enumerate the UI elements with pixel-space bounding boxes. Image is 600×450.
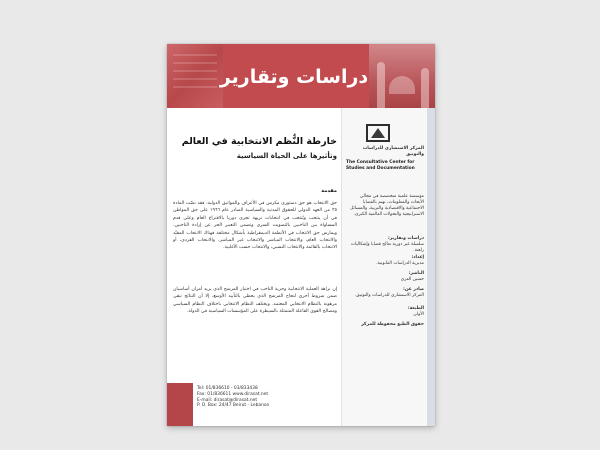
header-banner [167, 44, 435, 108]
credit-line: دراسات وتقارير: [387, 236, 424, 241]
banner-title: دراسات وتقارير [219, 66, 369, 88]
org-name-english: The Consultative Center for Studies and Documentation [346, 160, 415, 171]
credit-line: إعداد: [411, 255, 424, 260]
credit-line: سلسلة غير دورية تعالج قضايا وإشكاليات راهنة. [350, 242, 424, 253]
article-subtitle: وتأثيرها على الحياة السياسية [236, 152, 337, 160]
paragraph: حق الانتخاب هو حق دستوري مكرس في الأعراف والمواثيق الدولية، فقد نصّت المادة ٢٥ من العهد الدولي للحقوق المدنية والسياسية الصادر عام ١٩٦٦ على حق المواطن في أن ينتخب ويُنتخب في انتخابات نزيهة تجري دوريا بالاقتراع العام وعلى قدم المساواة بين الناخبين بالتصويت السري وتضمن التعبير الحر عن إرادة الناخبين. ويمارس حق الانتخاب في الأنظمة الديمقراطية بأشكال مختلفة فهناك الانتخاب المقيّد والانتخاب العام، والانتخاب المباشر والانتخاب غير المباشر، والانتخاب الفردي، أو الانتخاب بالقائمة والانتخاب النسبي، والانتخاب حسب الأغلبية. [173, 201, 338, 251]
article-body [173, 108, 337, 426]
contact-line: Fax: 01/836611 www.dirasat.net [197, 391, 269, 397]
credit-line: صادر عن: [403, 287, 424, 292]
credit-line: حقوق الطبع محفوظة للمركز [361, 322, 424, 327]
org-description: مؤسسة علمية متخصصة في مجالي الأبحاث والمعلومات، تهتم بالقضايا الاجتماعية والاقتصادية والتربية، والمسائل الاستراتيجية والتحولات العالمية الكبرى. [350, 194, 424, 217]
credit-line: الأولى [413, 312, 424, 317]
banner-building-image [369, 44, 435, 108]
contact-block [197, 386, 307, 409]
contact-line: Tel: 01/836610 - 03/833438 [197, 386, 258, 391]
footer-accent-bar [167, 383, 193, 426]
banner-left-decoration [167, 44, 223, 108]
sidebar [341, 108, 428, 426]
document-page [167, 44, 435, 426]
sidebar-edge-strip [427, 108, 435, 426]
credit-line: الناشر: [408, 271, 424, 276]
credit-line: الطبعة: [407, 306, 424, 311]
contact-line: E-mail: dirasat@dirasat.net [197, 397, 258, 403]
contact-line: P. O. Box: 24/47 Beirut - Lebanon [197, 403, 270, 409]
center-logo-icon [366, 124, 390, 142]
article-title: خارطة النُّظم الانتخابية في العالم [181, 136, 337, 147]
paragraph: إن نزاهة العملية الانتخابية وحرية الناخب في اختيار المرشح الذي يريد أمران أساسيان ضمن شروط أخرى لنجاح المرشح الذي يحظى بالتأييد الأوسع، إلا أن النتائج تبقى مرهونة بالنظام الانتخابي المعتمد. ويختلف النظام الانتخابي باختلاف النظام السياسي ومصالح القوى الفاعلة المتمثلة بالسيطرة على المؤسسات السياسية في الدولة. [173, 287, 337, 315]
credit-line: مديرية الدراسات القانونية. [376, 261, 424, 266]
org-name-arabic: المركز الاستشاري للدراسات والتوثيق [362, 146, 424, 157]
credit-line: المركز الاستشاري للدراسات والتوثيق. [354, 293, 424, 298]
section-heading: مقدمة [321, 188, 337, 194]
credit-line: حسين العزي [400, 277, 424, 282]
